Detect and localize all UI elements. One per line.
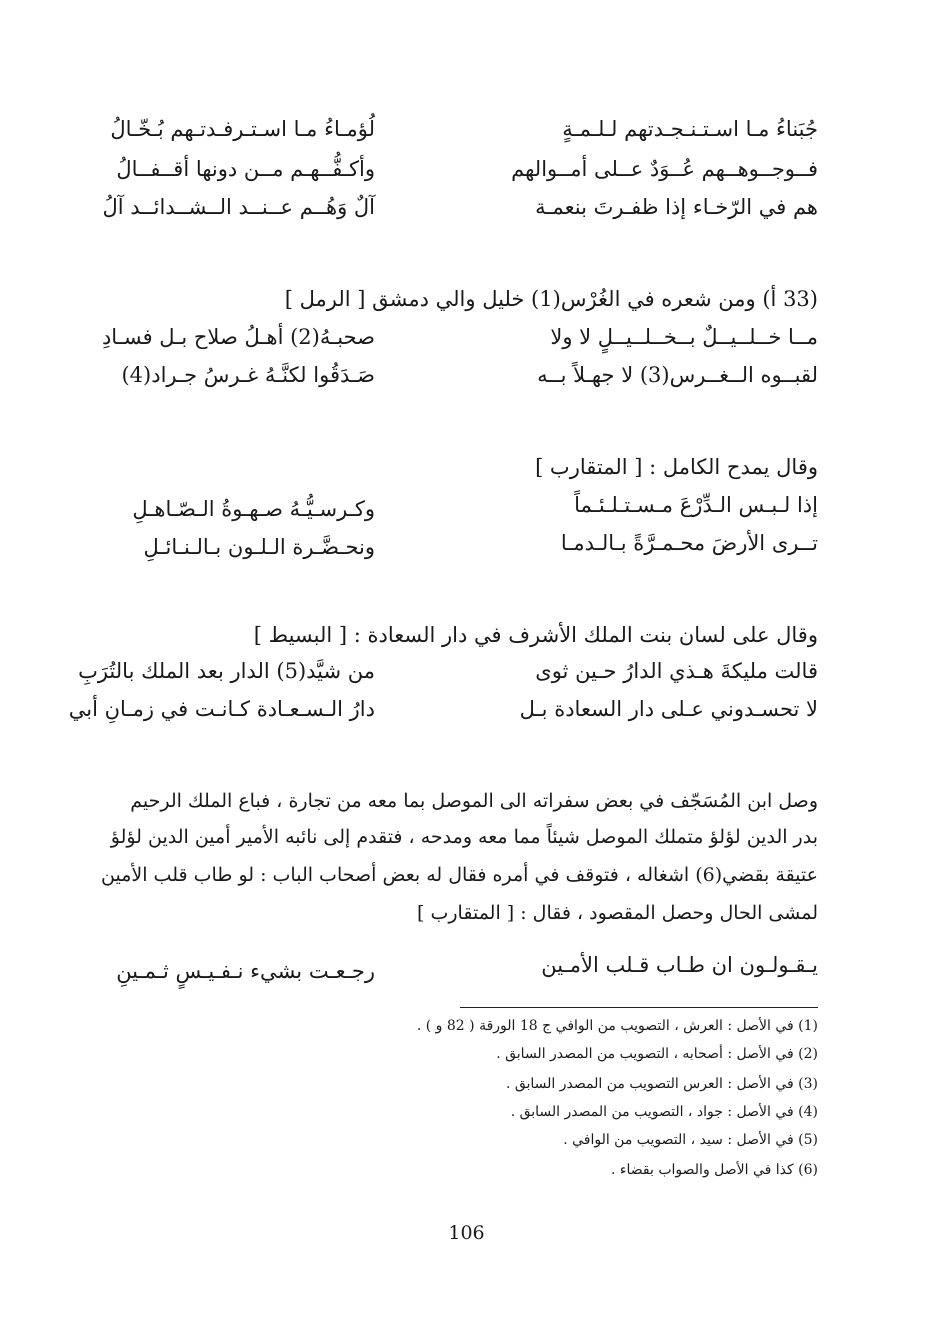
section4-line1-first-hemistich: قالت مليكةَ هـذي الدارُ حـين ثوى — [535, 659, 818, 683]
footnote-3: (3) في الأصل : العرس التصويب من المصدر السابق . — [505, 1076, 818, 1092]
poem1-line3-second-hemistich: آلٌ وَهُــم عــنــد الــشــدائــد آلُ — [102, 195, 375, 219]
prose-line-3: عتيقة بقضي(6) اشغاله ، فتوقف في أمره فقال له بعض أصحاب الباب : لو طاب قلب الأمين — [101, 864, 818, 886]
section4-line2-first-hemistich: لا تحسـدوني عـلى دار السعادة بـل — [519, 697, 818, 721]
prose-line-4: لمشى الحال وحصل المقصود ، فقال : [ المتقارب ] — [417, 902, 818, 924]
section2-line2-second-hemistich: صَـدَقُوا لكنَّـهُ غـرسُ جـراد(4) — [121, 363, 375, 387]
footnote-5: (5) في الأصل : سيد ، التصويب من الوافي . — [563, 1132, 818, 1148]
page-number: 106 — [448, 1222, 485, 1244]
section3-line1-second-hemistich: وكـرسـيُّـهُ صـهـوةُ الـصّـاهـلِ — [132, 497, 375, 521]
poem1-line3-first-hemistich: هم في الرّخـاء إذا ظفـرتَ بنعمـة — [535, 195, 818, 219]
poem5-line1-second-hemistich: رجـعـت بشيء نـفـيـسٍ ثـمـينِ — [116, 959, 375, 983]
section3-line1-first-hemistich: إذا لـبـس الـدِّرْعَ مـسـتـلـئـماً — [574, 493, 818, 517]
section2-line1-first-hemistich: مــا خــلــيــلٌ بــخــلــيــلٍ لا ولا — [550, 325, 818, 349]
poem1-line1-second-hemistich: لُؤمـاءُ مـا اسـتـرفـدتـهم بُـخّـالُ — [110, 117, 375, 141]
footnote-2: (2) في الأصل : أصحابه ، التصويب من المصدر السابق . — [496, 1046, 818, 1062]
section4-line2-second-hemistich: دارُ الـسـعـادة كـانـت في زمـانِ أبي — [68, 697, 375, 721]
poem5-line1-first-hemistich: يـقـولـون ان طـاب قـلب الأمـين — [541, 953, 818, 977]
footnote-1: (1) في الأصل : العرش ، التصويب من الوافي ج 18 الورقة ( 82 و ) . — [416, 1018, 818, 1034]
poem1-line1-first-hemistich: جُبَناءُ مـا اسـتـنـجـدتهم لـلـمـةٍ — [562, 117, 818, 141]
prose-line-1: وصل ابن المُسَجّف في بعض سفراته الى الموصل بما معه من تجارة ، فباع الملك الرحيم — [130, 790, 818, 812]
section3-heading: وقال يمدح الكامل : [ المتقارب ] — [535, 455, 818, 479]
section3-line2-second-hemistich: ونحـضَّـرة الـلـون بـالـنـائـلِ — [143, 535, 375, 559]
section2-line1-second-hemistich: صحبـهُ(2) أهـلُ صلاح بـل فسـادِ — [101, 325, 375, 349]
footnote-6: (6) كذا في الأصل والصواب بقضاء . — [611, 1162, 818, 1178]
footnote-4: (4) في الأصل : جواد ، التصويب من المصدر السابق . — [510, 1104, 818, 1120]
poem1-line2-second-hemistich: وأكـفُّــهـم مــن دونها أقــفــالُ — [116, 157, 375, 181]
prose-line-2: بدر الدين لؤلؤ متملك الموصل شيئاً مما معه ومدحه ، فتقدم إلى نائبه الأمير أمين الدين لؤلؤ — [110, 826, 818, 848]
section2-heading: (33 أ) ومن شعره في الغُرْس(1) خليل والي دمشق [ الرمل ] — [284, 287, 818, 311]
footnote-separator — [460, 1007, 818, 1008]
poem1-line2-first-hemistich: فــوجــوهــهم عُــوَدٌ عــلى أمــوالهم — [511, 157, 818, 181]
section2-line2-first-hemistich: لقبــوه الــغــرس(3) لا جهـلاً بــه — [537, 363, 818, 387]
section3-line2-first-hemistich: تــرى الأرضَ محـمـرَّةً بـالـدمـا — [560, 531, 818, 555]
section4-heading: وقال على لسان بنت الملك الأشرف في دار السعادة : [ البسيط ] — [253, 623, 818, 647]
section4-line1-second-hemistich: من شيَّد(5) الدار بعد الملك بالتُرَبِ — [78, 659, 375, 683]
